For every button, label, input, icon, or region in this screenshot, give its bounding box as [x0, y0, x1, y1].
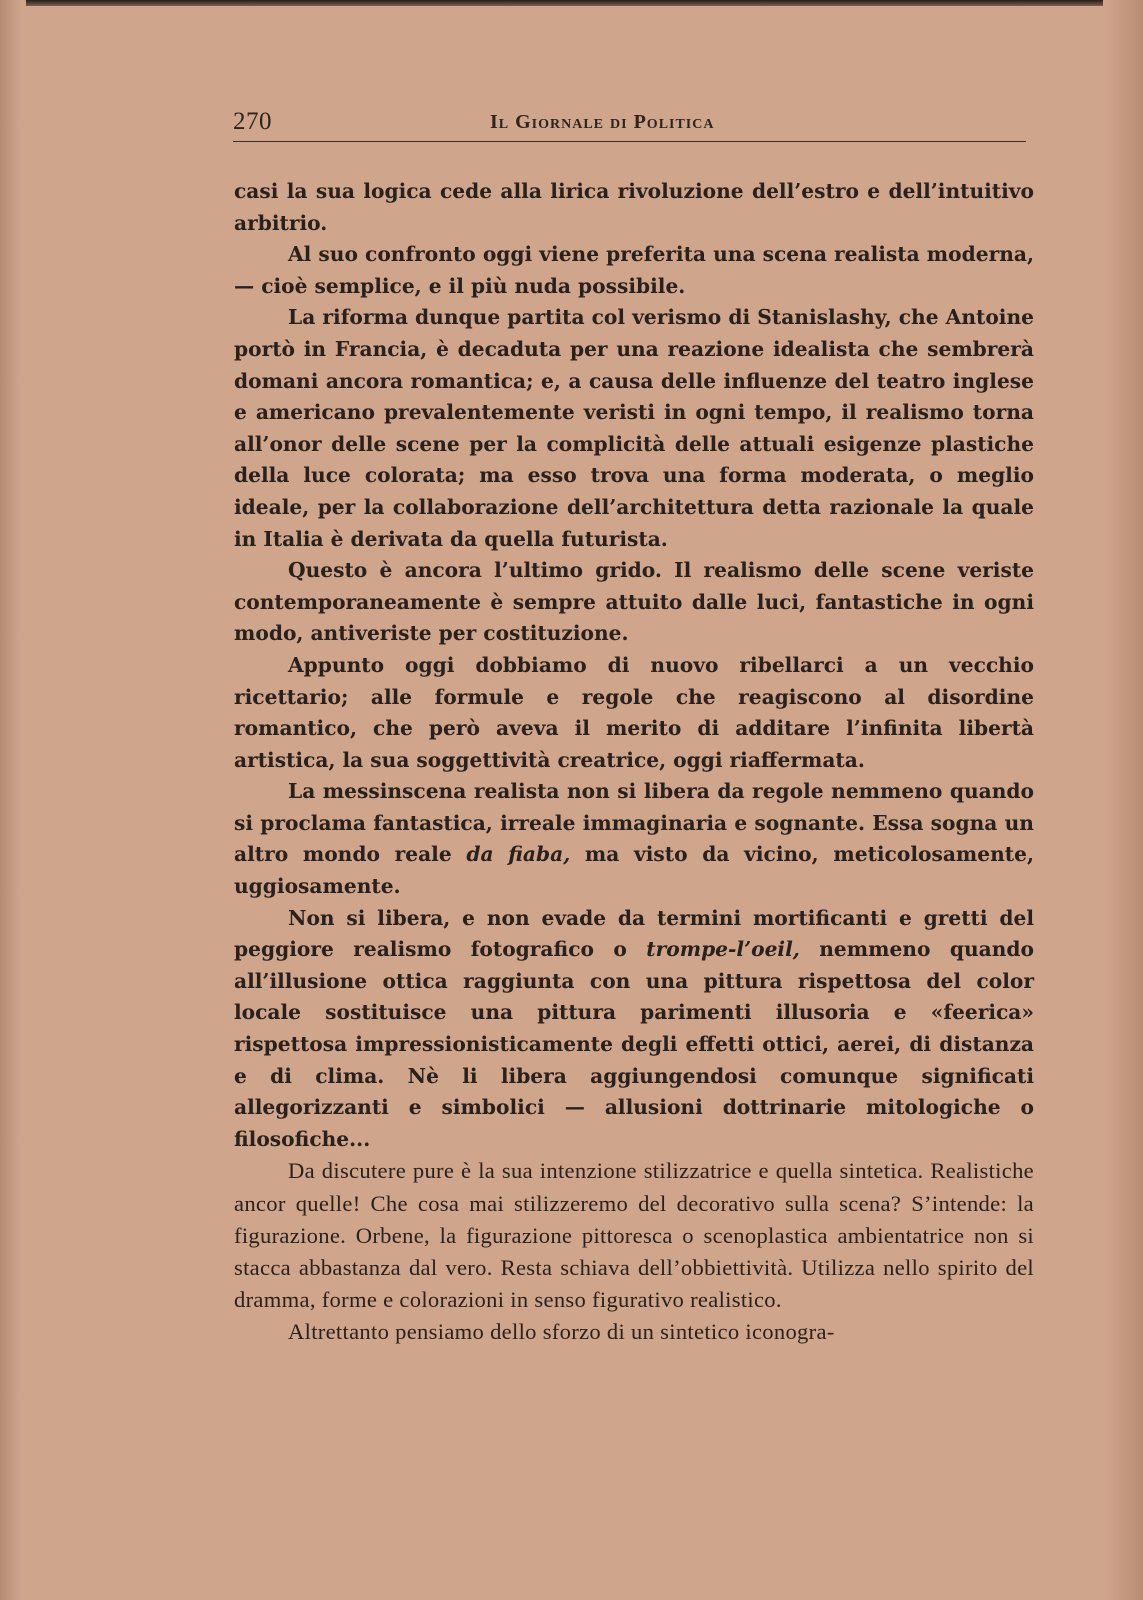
- header-rule: [233, 141, 1026, 142]
- paragraph-7: [234, 903, 1034, 1156]
- body-text: [234, 176, 1034, 1349]
- paragraph-6: [234, 776, 1034, 902]
- paragraph-8: Da discutere pure è la sua intenzione stilizzatrice e quella sintetica. Realistiche ancor quelle! Che cosa mai stilizzeremo del decorativo sulla scena? S’intende: la figurazione. Orbene, la figurazione pittoresca o scenoplastica ambientatrice non si stacca abbastanza dal vero. Resta schiava dell’obbiettività. Utilizza nello spirito del dramma, forme e colorazioni in senso figurativo realistico.: [234, 1158, 1034, 1313]
- paragraph-7-text-b: nemmeno quando all’illusione ottica raggiunta con una pittura rispettosa del color locale sostituisce una pittura parimenti illusoria e «feerica» rispettosa impressionisticamente degli effetti ottici, aerei, di distanza e di clima. Nè li libera aggiungendosi comunque significati allegorizzanti e simbolici — allusioni dottrinarie mitologiche o filosofiche...: [234, 937, 1034, 1151]
- paragraph-5: Appunto oggi dobbiamo di nuovo ribellarci a un vecchio ricettario; alle formule e regole che reagiscono al disordine romantico, che però aveva il merito di additare l’infinita libertà artistica, la sua soggettività creatrice, oggi riaffermata.: [234, 652, 1034, 772]
- running-header: [233, 108, 1026, 142]
- paragraph-7-italic: trompe-l’oeil,: [646, 937, 800, 962]
- paragraph-3: La riforma dunque partita col verismo di Stanislashy, che Antoine portò in Francia, è decaduta per una reazione idealista che sembrerà domani ancora romantica; e, a causa delle influenze del teatro inglese e americano prevalentemente veristi in ogni tempo, il realismo torna all’onor delle scene per la complicità delle attuali esigenze plastiche della luce colorata; ma esso trova una forma moderata, o meglio ideale, per la collaborazione dell’architettura detta razionale la quale in Italia è derivata da quella futurista.: [234, 305, 1034, 551]
- journal-title: Il Giornale di Politica: [490, 111, 715, 133]
- paragraph-6-italic: da fiaba,: [466, 842, 571, 867]
- paragraph-4: Questo è ancora l’ultimo grido. Il realismo delle scene veriste contemporaneamente è sempre attuito dalle luci, fantastiche in ogni modo, antiveriste per costituzione.: [234, 558, 1034, 646]
- paragraph-9: Altrettanto pensiamo dello sforzo di un sintetico iconogra-: [288, 1319, 835, 1345]
- paragraph-6-text-b: ma visto da vicino, meticolosamente, uggiosamente.: [234, 842, 1034, 899]
- paragraph-7-text-a: Non si libera, e non evade da termini mortificanti e gretti del peggiore realismo fotografico o: [234, 905, 1034, 962]
- paragraph-2: Al suo confronto oggi viene preferita una scena realista moderna, — cioè semplice, e il più nuda possibile.: [234, 242, 1034, 298]
- paragraph-1: casi la sua logica cede alla lirica rivoluzione dell’estro e dell’intuitivo arbitrio.: [234, 179, 1034, 235]
- page-number: 270: [233, 108, 272, 135]
- paragraph-6-text-a: La messinscena realista non si libera da regole nemmeno quando si proclama fantastica, irreale immaginaria e sognante. Essa sogna un altro mondo reale: [234, 779, 1034, 867]
